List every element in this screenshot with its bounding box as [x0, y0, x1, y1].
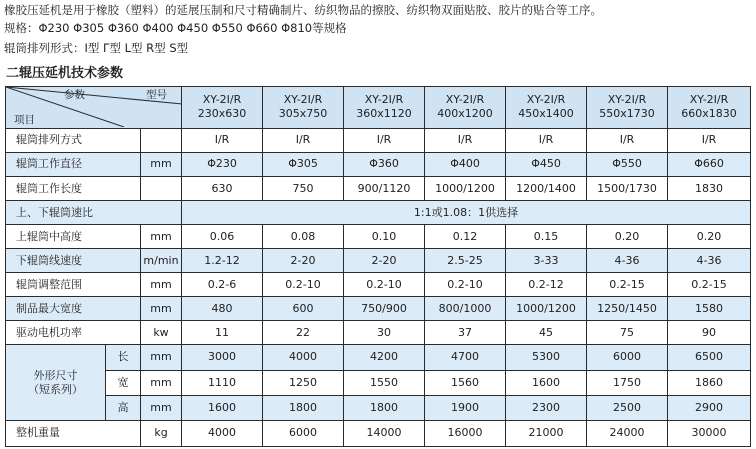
value-cell: 1750 — [587, 370, 668, 395]
unit-cell: kw — [141, 321, 182, 345]
row-label: 制品最大宽度 — [6, 297, 141, 321]
value-cell: 6000 — [263, 420, 344, 446]
model-header: XY-2I/R 305x750 — [263, 87, 344, 129]
unit-cell: mm — [141, 225, 182, 249]
unit-cell: mm — [141, 370, 182, 395]
value-cell: 1600 — [182, 395, 263, 420]
value-cell: 1600 — [506, 370, 587, 395]
dimensions-label: 外形尺寸 （短系列） — [6, 345, 106, 420]
table-row — [6, 273, 751, 297]
value-cell: 2.5-25 — [425, 249, 506, 273]
model-header: XY-2I/R 550x1730 — [587, 87, 668, 129]
value-cell: 0.15 — [506, 225, 587, 249]
value-cell: Φ660 — [668, 152, 751, 176]
value-cell: Φ230 — [182, 152, 263, 176]
table-row — [6, 345, 751, 370]
table-row — [6, 321, 751, 345]
value-cell: 1500/1730 — [587, 176, 668, 200]
unit-cell — [141, 176, 182, 200]
value-cell: 750 — [263, 176, 344, 200]
value-cell: 0.08 — [263, 225, 344, 249]
value-cell: 4-36 — [587, 249, 668, 273]
value-cell: 14000 — [344, 420, 425, 446]
model-header: XY-2I/R 660x1830 — [668, 87, 751, 129]
value-cell: 1580 — [668, 297, 751, 321]
value-cell: 0.2-6 — [182, 273, 263, 297]
value-cell: 11 — [182, 321, 263, 345]
table-row — [6, 152, 751, 176]
row-label: 上辊筒中高度 — [6, 225, 141, 249]
value-cell: 0.2-15 — [668, 273, 751, 297]
value-cell: 45 — [506, 321, 587, 345]
value-cell: 4-36 — [668, 249, 751, 273]
model-header: XY-2I/R 400x1200 — [425, 87, 506, 129]
intro-roller-arrangement: 辊筒排列形式：I型 Γ型 L型 R型 S型 — [4, 41, 189, 55]
value-cell: 0.2-10 — [263, 273, 344, 297]
value-cell: I/R — [263, 128, 344, 152]
dimension-sub-label: 宽 — [106, 370, 141, 395]
value-cell: 2300 — [506, 395, 587, 420]
value-cell: Φ550 — [587, 152, 668, 176]
value-cell: 24000 — [587, 420, 668, 446]
unit-cell: kg — [141, 420, 182, 446]
dimension-sub-label: 高 — [106, 395, 141, 420]
row-label: 上、下辊筒速比 — [6, 201, 182, 225]
value-cell: 4000 — [182, 420, 263, 446]
value-cell: 600 — [263, 297, 344, 321]
value-cell: 0.2-10 — [344, 273, 425, 297]
table-row — [6, 370, 751, 395]
intro-specifications: 规格：Φ230 Φ305 Φ360 Φ400 Φ450 Φ550 Φ660 Φ810等规格 — [4, 21, 347, 35]
value-cell: 630 — [182, 176, 263, 200]
row-label: 辊筒排列方式 — [6, 128, 141, 152]
value-cell: 4200 — [344, 345, 425, 370]
row-label: 整机重量 — [6, 420, 141, 446]
table-row — [6, 225, 751, 249]
value-cell: 6500 — [668, 345, 751, 370]
model-header: XY-2I/R 360x1120 — [344, 87, 425, 129]
value-cell: 4700 — [425, 345, 506, 370]
corner-item-label: 项目 — [14, 113, 35, 126]
table-row — [6, 395, 751, 420]
value-cell: I/R — [668, 128, 751, 152]
table-header-row — [6, 87, 751, 129]
value-cell: 1200/1400 — [506, 176, 587, 200]
model-header: XY-2I/R 450x1400 — [506, 87, 587, 129]
value-cell: 1000/1200 — [506, 297, 587, 321]
row-label: 辊筒工作长度 — [6, 176, 141, 200]
value-cell: 0.12 — [425, 225, 506, 249]
value-cell: Φ450 — [506, 152, 587, 176]
table-row — [6, 176, 751, 200]
value-cell: 30 — [344, 321, 425, 345]
value-cell: 0.10 — [344, 225, 425, 249]
value-cell: 1900 — [425, 395, 506, 420]
corner-header-cell — [6, 87, 182, 129]
table-row — [6, 201, 751, 225]
value-cell: 16000 — [425, 420, 506, 446]
value-cell: 2500 — [587, 395, 668, 420]
value-cell: 800/1000 — [425, 297, 506, 321]
value-cell: 0.2-12 — [506, 273, 587, 297]
value-cell: Φ360 — [344, 152, 425, 176]
value-cell: 480 — [182, 297, 263, 321]
unit-cell: mm — [141, 395, 182, 420]
dimension-sub-label: 长 — [106, 345, 141, 370]
value-cell: 1.2-12 — [182, 249, 263, 273]
row-label: 下辊筒线速度 — [6, 249, 141, 273]
value-cell: 5300 — [506, 345, 587, 370]
unit-cell — [141, 128, 182, 152]
value-cell: 21000 — [506, 420, 587, 446]
value-cell: 1110 — [182, 370, 263, 395]
value-cell: 0.06 — [182, 225, 263, 249]
value-cell: 2-20 — [263, 249, 344, 273]
value-cell: I/R — [182, 128, 263, 152]
corner-model-label: 型号 — [146, 89, 168, 101]
value-cell: 0.20 — [668, 225, 751, 249]
unit-cell: mm — [141, 152, 182, 176]
value-cell: 0.2-10 — [425, 273, 506, 297]
value-cell: 1550 — [344, 370, 425, 395]
value-cell: 900/1120 — [344, 176, 425, 200]
value-cell: I/R — [587, 128, 668, 152]
value-cell: 0.20 — [587, 225, 668, 249]
value-cell: 37 — [425, 321, 506, 345]
value-cell: 2-20 — [344, 249, 425, 273]
value-cell: 4000 — [263, 345, 344, 370]
spec-table — [5, 86, 751, 447]
value-cell: 1860 — [668, 370, 751, 395]
unit-cell: mm — [141, 273, 182, 297]
value-cell: I/R — [506, 128, 587, 152]
unit-cell: mm — [141, 297, 182, 321]
value-cell: 1000/1200 — [425, 176, 506, 200]
value-cell: 1560 — [425, 370, 506, 395]
row-label: 驱动电机功率 — [6, 321, 141, 345]
value-cell: 1800 — [263, 395, 344, 420]
model-header: XY-2I/R 230x630 — [182, 87, 263, 129]
table-row — [6, 420, 751, 446]
value-cell: 1800 — [344, 395, 425, 420]
value-cell: 1250 — [263, 370, 344, 395]
corner-param-label: 参数 — [64, 89, 85, 101]
value-cell: 3-33 — [506, 249, 587, 273]
value-cell: 22 — [263, 321, 344, 345]
unit-cell: mm — [141, 345, 182, 370]
row-label: 辊筒工作直径 — [6, 152, 141, 176]
table-row — [6, 249, 751, 273]
row-label: 辊筒调整范围 — [6, 273, 141, 297]
value-cell: Φ305 — [263, 152, 344, 176]
value-cell: I/R — [425, 128, 506, 152]
table-row — [6, 297, 751, 321]
value-cell: I/R — [344, 128, 425, 152]
value-cell: Φ400 — [425, 152, 506, 176]
section-title: 二辊压延机技术参数 — [6, 66, 124, 81]
value-cell: 1830 — [668, 176, 751, 200]
unit-cell: m/min — [141, 249, 182, 273]
value-cell: 6000 — [587, 345, 668, 370]
value-cell: 0.2-15 — [587, 273, 668, 297]
intro-description: 橡胶压延机是用于橡胶（塑料）的延展压制和尺寸精确制片、纺织物品的擦胶、纺织物双面贴胶、胶片的贴合等工序。 — [4, 3, 602, 17]
value-cell: 1250/1450 — [587, 297, 668, 321]
value-cell: 90 — [668, 321, 751, 345]
value-cell: 75 — [587, 321, 668, 345]
value-cell: 3000 — [182, 345, 263, 370]
value-cell: 2900 — [668, 395, 751, 420]
value-cell: 750/900 — [344, 297, 425, 321]
speed-ratio-value: 1:1或1.08：1供选择 — [182, 201, 751, 225]
value-cell: 30000 — [668, 420, 751, 446]
table-row — [6, 128, 751, 152]
